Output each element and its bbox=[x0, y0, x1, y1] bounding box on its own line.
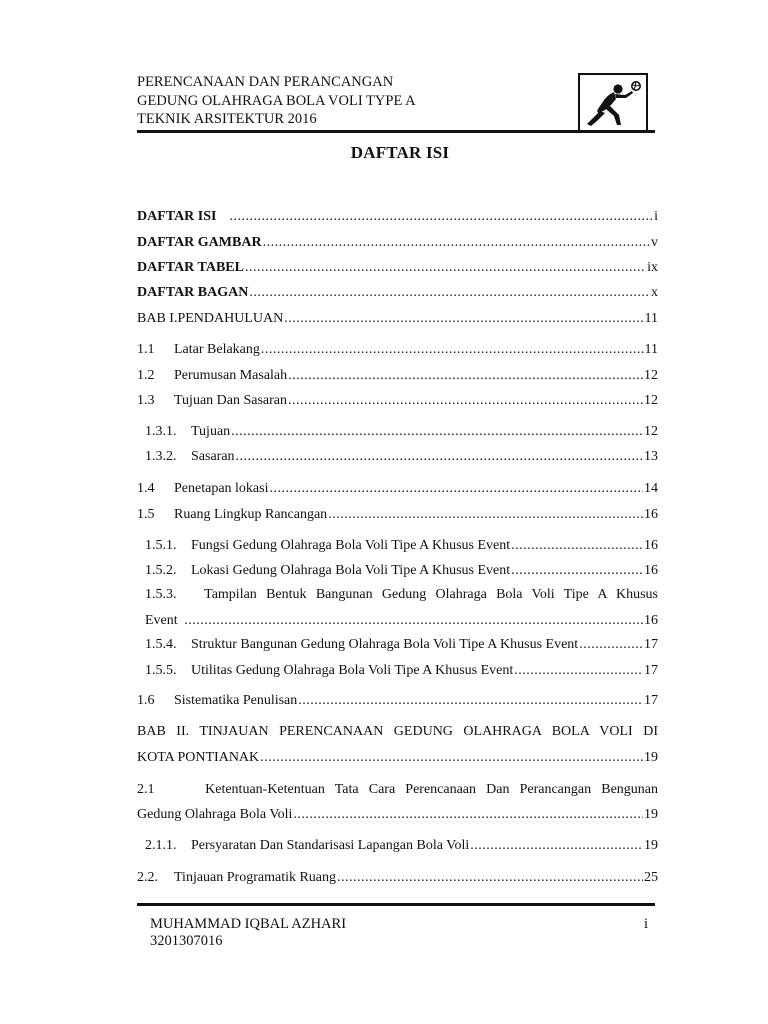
header-line-3: TEKNIK ARSITEKTUR 2016 bbox=[137, 111, 317, 127]
toc-entry-1-5-2[interactable] bbox=[145, 562, 658, 580]
toc-number: 1.5.5. bbox=[145, 663, 177, 678]
toc-label: DAFTAR ISI bbox=[137, 209, 217, 224]
toc-page: 12 bbox=[644, 424, 658, 439]
student-id: 3201307016 bbox=[150, 933, 223, 949]
header-line-2: GEDUNG OLAHRAGA BOLA VOLI TYPE A bbox=[137, 92, 416, 109]
toc-leader bbox=[284, 310, 643, 328]
toc-entry-1-5-3-line1[interactable] bbox=[145, 586, 658, 604]
toc-page: 17 bbox=[644, 663, 658, 678]
toc-number: 1.3 bbox=[137, 393, 155, 408]
toc-leader bbox=[184, 612, 643, 630]
header-divider bbox=[137, 130, 655, 133]
toc-leader bbox=[288, 392, 643, 410]
toc-page: 12 bbox=[644, 368, 658, 383]
toc-leader bbox=[514, 662, 643, 680]
toc-leader bbox=[249, 284, 650, 302]
toc-page: 14 bbox=[644, 481, 658, 496]
page-title: DAFTAR ISI bbox=[350, 143, 450, 162]
toc-page: 19 bbox=[644, 807, 658, 822]
toc-leader bbox=[298, 692, 643, 710]
toc-label: DAFTAR GAMBAR bbox=[137, 235, 262, 250]
toc-leader bbox=[263, 234, 650, 252]
author-name: MUHAMMAD IQBAL AZHARI bbox=[150, 916, 347, 932]
running-header bbox=[137, 73, 416, 129]
toc-page: 12 bbox=[644, 393, 658, 408]
toc-page: 16 bbox=[644, 538, 658, 553]
toc-leader bbox=[337, 869, 643, 887]
toc-label: Latar Belakang bbox=[174, 342, 260, 357]
toc-label: Sasaran bbox=[191, 449, 235, 464]
toc-label: Event bbox=[145, 613, 178, 628]
toc-label: BAB I.PENDAHULUAN bbox=[137, 311, 284, 326]
toc-entry-daftar-isi[interactable] bbox=[137, 208, 658, 226]
toc-leader bbox=[293, 806, 643, 824]
toc-entry-daftar-bagan[interactable] bbox=[137, 284, 658, 302]
toc-entry-1-5-3-line2[interactable] bbox=[145, 612, 658, 630]
toc-number: 1.5.2. bbox=[145, 563, 177, 578]
toc-label: Fungsi Gedung Olahraga Bola Voli Tipe A Khusus Event bbox=[191, 538, 511, 553]
toc-entry-1-3-2[interactable] bbox=[145, 448, 658, 466]
toc-leader bbox=[261, 341, 644, 359]
toc-entry-1-5[interactable] bbox=[137, 506, 658, 524]
toc-leader bbox=[229, 208, 653, 226]
toc-number: 1.1 bbox=[137, 342, 155, 357]
toc-page: i bbox=[654, 209, 658, 224]
footer-divider bbox=[137, 903, 655, 906]
page-number: i bbox=[644, 916, 649, 932]
toc-number: 1.5.1. bbox=[145, 538, 177, 553]
toc-label: Ketentuan-Ketentuan Tata Cara Perencanaan Dan Perancangan Bengunan bbox=[205, 782, 658, 797]
toc-number: 1.2 bbox=[137, 368, 155, 383]
toc-leader bbox=[269, 480, 643, 498]
toc-label: Persyaratan Dan Standarisasi Lapangan Bola Voli bbox=[191, 838, 470, 853]
toc-page: 11 bbox=[644, 311, 658, 326]
toc-number: 1.5.4. bbox=[145, 637, 177, 652]
volleyball-player-icon bbox=[578, 73, 648, 132]
toc-label: DAFTAR BAGAN bbox=[137, 285, 249, 300]
toc-page: v bbox=[651, 235, 658, 250]
toc-label: Perumusan Masalah bbox=[174, 368, 288, 383]
toc-entry-1-2[interactable] bbox=[137, 367, 658, 385]
toc-label: BAB II. TINJAUAN PERENCANAAN GEDUNG OLAHRAGA BOLA VOLI DI bbox=[137, 724, 658, 739]
toc-entry-1-3-1[interactable] bbox=[145, 423, 658, 441]
toc-page: 25 bbox=[644, 870, 658, 885]
toc-label: Ruang Lingkup Rancangan bbox=[174, 507, 328, 522]
toc-page: 17 bbox=[644, 693, 658, 708]
toc-entry-bab-2-line2[interactable] bbox=[137, 749, 658, 767]
toc-page: 16 bbox=[644, 613, 658, 628]
toc-number: 1.6 bbox=[137, 693, 155, 708]
toc-leader bbox=[288, 367, 643, 385]
toc-page: 17 bbox=[644, 637, 658, 652]
toc-leader bbox=[245, 259, 646, 277]
toc-number: 1.3.1. bbox=[145, 424, 177, 439]
toc-leader bbox=[579, 636, 643, 654]
toc-entry-1-5-1[interactable] bbox=[145, 537, 658, 555]
toc-number: 1.3.2. bbox=[145, 449, 177, 464]
toc-page: 13 bbox=[644, 449, 658, 464]
toc-entry-1-4[interactable] bbox=[137, 480, 658, 498]
toc-label: Tujuan bbox=[191, 424, 231, 439]
toc-leader bbox=[236, 448, 643, 466]
toc-number: 2.1 bbox=[137, 782, 155, 797]
toc-page: x bbox=[651, 285, 658, 300]
toc-entry-1-1[interactable] bbox=[137, 341, 658, 359]
toc-number: 2.2. bbox=[137, 870, 158, 885]
toc-leader bbox=[328, 506, 643, 524]
toc-entry-2-2[interactable] bbox=[137, 869, 658, 887]
toc-label: Sistematika Penulisan bbox=[174, 693, 298, 708]
toc-label: Gedung Olahraga Bola Voli bbox=[137, 807, 293, 822]
toc-page: ix bbox=[647, 260, 658, 275]
toc-entry-1-3[interactable] bbox=[137, 392, 658, 410]
header-line-1: PERENCANAAN DAN PERANCANGAN bbox=[137, 74, 394, 90]
toc-entry-1-6[interactable] bbox=[137, 692, 658, 710]
toc-entry-2-1-line2[interactable] bbox=[137, 806, 658, 824]
toc-label: Struktur Bangunan Gedung Olahraga Bola Voli Tipe A Khusus Event bbox=[191, 637, 579, 652]
toc-leader bbox=[511, 562, 643, 580]
toc-number: 1.5.3. bbox=[145, 587, 177, 602]
toc-leader bbox=[260, 749, 643, 767]
toc-number: 1.4 bbox=[137, 481, 155, 496]
toc-label: Tinjauan Programatik Ruang bbox=[174, 870, 337, 885]
toc-page: 16 bbox=[644, 563, 658, 578]
toc-label: Penetapan lokasi bbox=[174, 481, 269, 496]
toc-entry-bab-1[interactable] bbox=[137, 310, 658, 328]
running-footer bbox=[150, 916, 346, 950]
toc-label: DAFTAR TABEL bbox=[137, 260, 244, 275]
toc-entry-1-5-4[interactable] bbox=[145, 636, 658, 654]
toc-page: 16 bbox=[644, 507, 658, 522]
toc-entry-bab-2-line1[interactable] bbox=[137, 723, 658, 741]
toc-label: Lokasi Gedung Olahraga Bola Voli Tipe A Khusus Event bbox=[191, 563, 511, 578]
toc-leader bbox=[231, 423, 643, 441]
toc-entry-1-5-5[interactable] bbox=[145, 662, 658, 680]
toc-number: 1.5 bbox=[137, 507, 155, 522]
toc-entry-daftar-gambar[interactable] bbox=[137, 234, 658, 252]
toc-label: KOTA PONTIANAK bbox=[137, 750, 260, 765]
toc-entry-2-1-line1[interactable] bbox=[137, 781, 658, 799]
toc-entry-daftar-tabel[interactable] bbox=[137, 259, 658, 277]
toc-label: Utilitas Gedung Olahraga Bola Voli Tipe A Khusus Event bbox=[191, 663, 514, 678]
toc-leader bbox=[511, 537, 643, 555]
toc-page: 19 bbox=[644, 838, 658, 853]
toc-number: 2.1.1. bbox=[145, 838, 177, 853]
toc-leader bbox=[470, 837, 643, 855]
toc-entry-2-1-1[interactable] bbox=[145, 837, 658, 855]
toc-label: Tujuan Dan Sasaran bbox=[174, 393, 288, 408]
toc-page: 19 bbox=[644, 750, 658, 765]
toc-label: Tampilan Bentuk Bangunan Gedung Olahraga Bola Voli Tipe A Khusus bbox=[204, 587, 658, 602]
toc-page: 11 bbox=[644, 342, 658, 357]
